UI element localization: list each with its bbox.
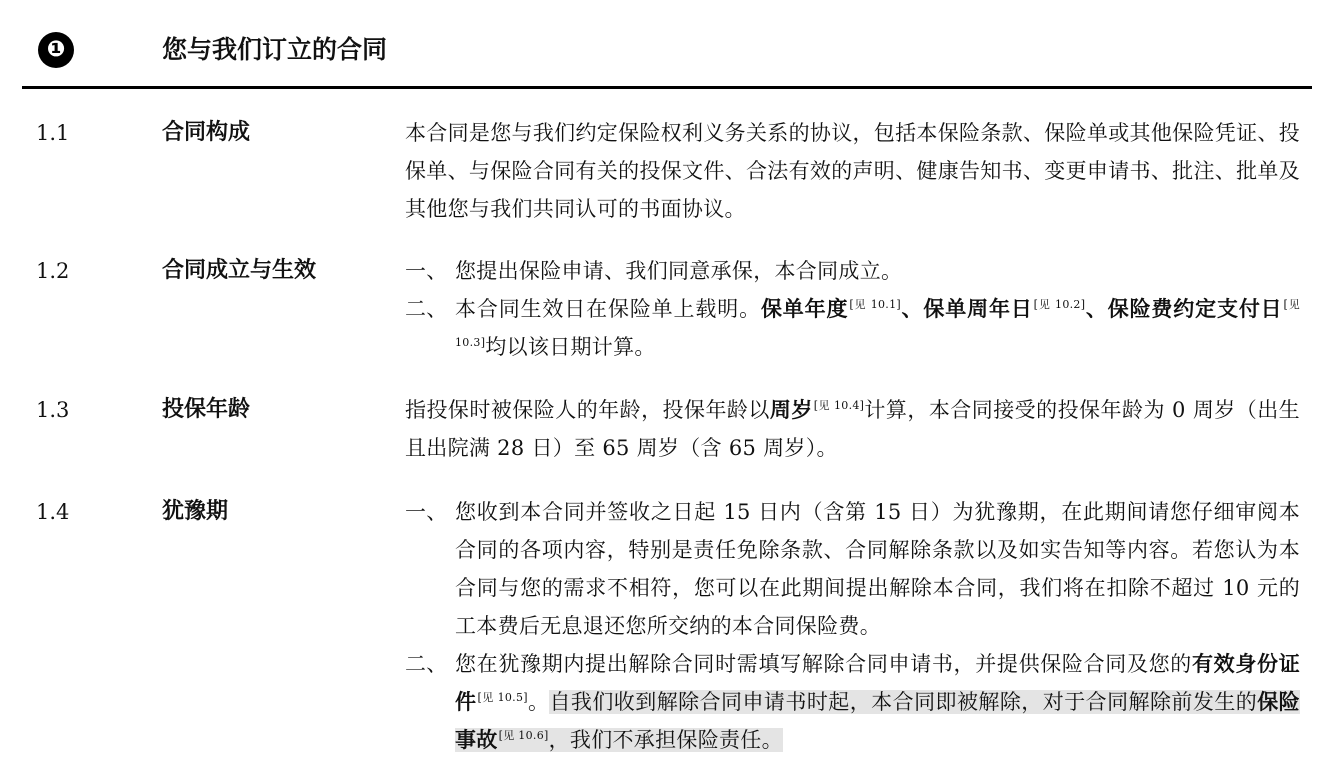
section-number: 1.3 (36, 398, 70, 422)
header-divider (22, 86, 1312, 89)
section-number: 1.1 (36, 121, 70, 145)
section-body: 本合同是您与我们约定保险权利义务关系的协议，包括本保险条款、保险单或其他保险凭证、投保单、与保险合同有关的投保文件、合法有效的声明、健康告知书、变更申请书、批注、批单及其他您与我们共同认可的书面协议。 (405, 121, 1300, 221)
highlight-text: 自我们收到解除合同申请书时起，本合同即被解除，对于合同解除前发生的 (549, 690, 1258, 714)
highlighted-text (455, 690, 1300, 752)
defined-term: 周岁 (769, 398, 813, 422)
item-text: 您收到本合同并签收之日起 15 日内（含第 15 日）为犹豫期，在此期间请您仔细审阅本合同的各项内容，特别是责任免除条款、合同解除条款以及如实告知等内容。若您认为本合同与您的需求不相符，您可以在此期间提出解除本合同，我们将在扣除不超过 10 元的工本费后无息退还您所交纳的本合同保险费。 (455, 500, 1300, 638)
defined-term: 有效身份证件 (455, 652, 1301, 714)
list-item (405, 252, 1300, 290)
body-text: 指投保时被保险人的年龄，投保年龄以 (405, 398, 770, 422)
list-item (405, 290, 1300, 366)
section-title: 投保年龄 (162, 397, 251, 422)
item-marker: 一、 (405, 500, 448, 524)
cross-reference: [见 10.3] (455, 298, 1300, 349)
list-item (405, 645, 1300, 759)
cross-reference: [见 10.5] (477, 691, 528, 704)
defined-term: 保险事故 (455, 690, 1300, 752)
cross-reference: [见 10.1] (849, 298, 901, 311)
cross-reference: [见 10.2] (1033, 298, 1086, 311)
defined-term: 保单年度 (760, 297, 849, 321)
item-text: 您在犹豫期内提出解除合同时需填写解除合同申请书，并提供保险合同及您的 (455, 652, 1192, 676)
list-item (405, 493, 1300, 645)
defined-term: 、保险费约定支付日 (1085, 297, 1283, 321)
section-title: 合同构成 (162, 120, 251, 145)
chapter-number-badge: ❶ (38, 32, 74, 68)
item-marker: 二、 (405, 297, 448, 321)
item-text: 。 (527, 690, 550, 714)
section-number: 1.2 (36, 259, 70, 283)
item-text: 均以该日期计算。 (485, 335, 656, 359)
section-body (405, 493, 1300, 759)
section-body (405, 252, 1300, 366)
section-body (405, 391, 1300, 467)
item-marker: 一、 (405, 259, 448, 283)
section-title: 合同成立与生效 (162, 258, 317, 283)
section-number: 1.4 (36, 500, 70, 524)
cross-reference: [见 10.6] (498, 729, 549, 742)
document-header (0, 0, 1330, 90)
highlight-text: ，我们不承担保险责任。 (548, 728, 783, 752)
defined-term: 、保单周年日 (901, 297, 1033, 321)
item-text: 本合同生效日在保险单上载明。 (455, 297, 761, 321)
section-title: 犹豫期 (162, 499, 229, 524)
body-text: 计算，本合同接受的投保年龄为 0 周岁（出生且出院满 28 日）至 65 周岁（含 65 周岁）。 (405, 398, 1300, 460)
item-text: 您提出保险申请、我们同意承保，本合同成立。 (455, 259, 903, 283)
item-marker: 二、 (405, 652, 448, 676)
cross-reference: [见 10.4] (813, 399, 865, 412)
chapter-title: 您与我们订立的合同 (162, 35, 388, 64)
